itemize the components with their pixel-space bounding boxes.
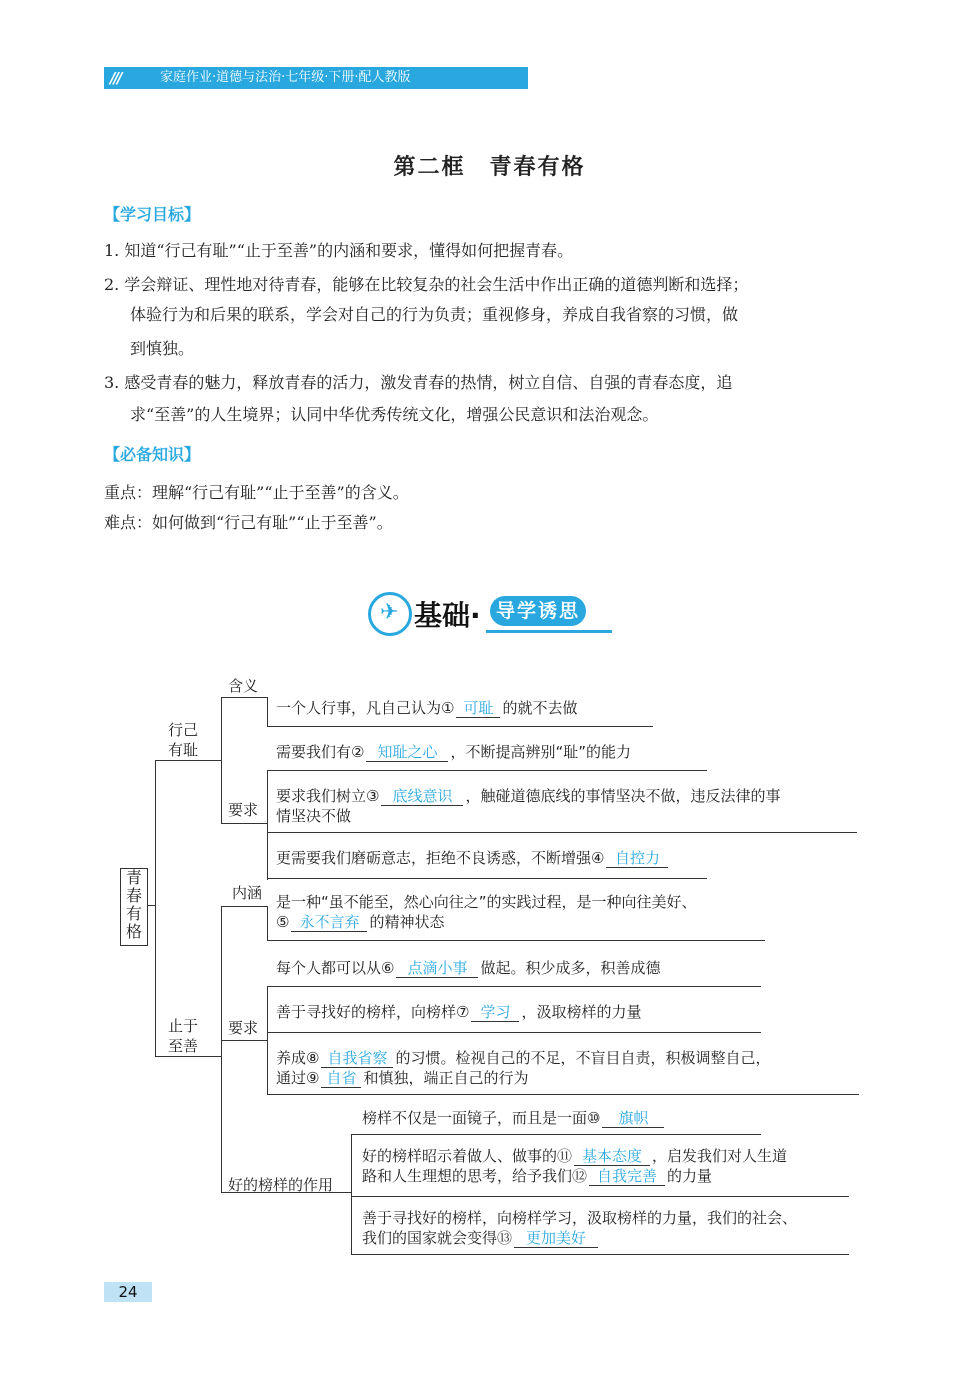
goal-3-cont: 求“至善”的人生境界；认同中华优秀传统文化，增强公民意识和法治观念。 <box>130 405 659 424</box>
goal-3: 3. 感受青春的魅力，释放青春的活力，激发青春的热情，树立自信、自强的青春态度，追 <box>104 373 733 392</box>
slash-icon: /// <box>110 69 121 87</box>
line-3: 要求我们树立③ 底线意识 ，触碰道德底线的事情坚决不做，违反法律的事 情坚决不做 <box>276 787 781 825</box>
branch-zhiyu: 止于至善 <box>168 1017 199 1055</box>
banner-pill: 导学诱思 <box>490 596 586 626</box>
line-9: 榜样不仅是一面镜子，而且是一面⑩ 旗帜 <box>362 1108 666 1128</box>
line-7: 善于寻找好的榜样，向榜样⑦ 学习 ，汲取榜样的力量 <box>276 1003 642 1021</box>
knowledge-heading: 【必备知识】 <box>104 445 201 464</box>
label-yaoqiu-2: 要求 <box>228 1019 259 1037</box>
difficult-point: 难点：如何做到“行己有耻”“止于至善”。 <box>104 513 393 532</box>
map-root: 青春有格 <box>120 868 148 946</box>
page-number: 24 <box>104 1282 152 1302</box>
label-bangyang: 好的榜样的作用 <box>228 1176 334 1194</box>
goal-2-end: 到慎独。 <box>130 339 195 358</box>
bird-icon: ✈ <box>380 600 399 625</box>
line-10: 好的榜样昭示着做人、做事的⑪ 基本态度 ，启发我们对人生道 路和人生理想的思考，给予我们⑫ 自我完善 的力量 <box>362 1147 788 1185</box>
line-1: 一个人行事，凡自己认为① 可耻 的就不去做 <box>276 699 578 717</box>
label-yaoqiu-1: 要求 <box>228 801 259 819</box>
banner-main: 基础· <box>414 599 481 632</box>
header-bar <box>104 67 528 89</box>
line-5: 是一种“虽不能至，然心向往之”的实践过程，是一种向往美好、 ⑤ 永不言弃 的精神状态 <box>276 893 697 931</box>
line-4: 更需要我们磨砺意志，拒绝不良诱惑，不断增强④ 自控力 <box>276 848 670 868</box>
branch-xingji: 行己有耻 <box>168 721 199 759</box>
line-2: 需要我们有② 知耻之心 ，不断提高辨别“耻”的能力 <box>276 743 631 761</box>
banner-underline <box>486 630 612 633</box>
line-11: 善于寻找好的榜样，向榜样学习，汲取榜样的力量，我们的社会、 我们的国家就会变得⑬ 更加美好 <box>362 1209 798 1247</box>
label-hanyi: 含义 <box>228 677 259 695</box>
goal-2: 2. 学会辩证、理性地对待青春，能够在比较复杂的社会生活中作出正确的道德判断和选择； <box>104 275 749 294</box>
line-8: 养成⑧ 自我省察 的习惯。检视自己的不足，不盲目自责，积极调整自己， 通过⑨ 自省 和慎独，端正自己的行为 <box>276 1049 771 1087</box>
section-banner <box>368 590 618 636</box>
page-title: 第二框 青春有格 <box>393 154 586 180</box>
goal-1: 1. 知道“行己有耻”“止于至善”的内涵和要求，懂得如何把握青春。 <box>104 241 574 260</box>
key-point: 重点：理解“行己有耻”“止于至善”的含义。 <box>104 483 409 502</box>
header-text: 家庭作业·道德与法治·七年级·下册·配人教版 <box>160 70 411 85</box>
label-neihan: 内涵 <box>232 884 263 902</box>
goals-heading: 【学习目标】 <box>104 205 201 224</box>
goal-2-cont: 体验行为和后果的联系，学会对自己的行为负责；重视修身，养成自我省察的习惯，做 <box>130 305 739 324</box>
line-6: 每个人都可以从⑥ 点滴小事 做起。积少成多，积善成德 <box>276 959 661 977</box>
